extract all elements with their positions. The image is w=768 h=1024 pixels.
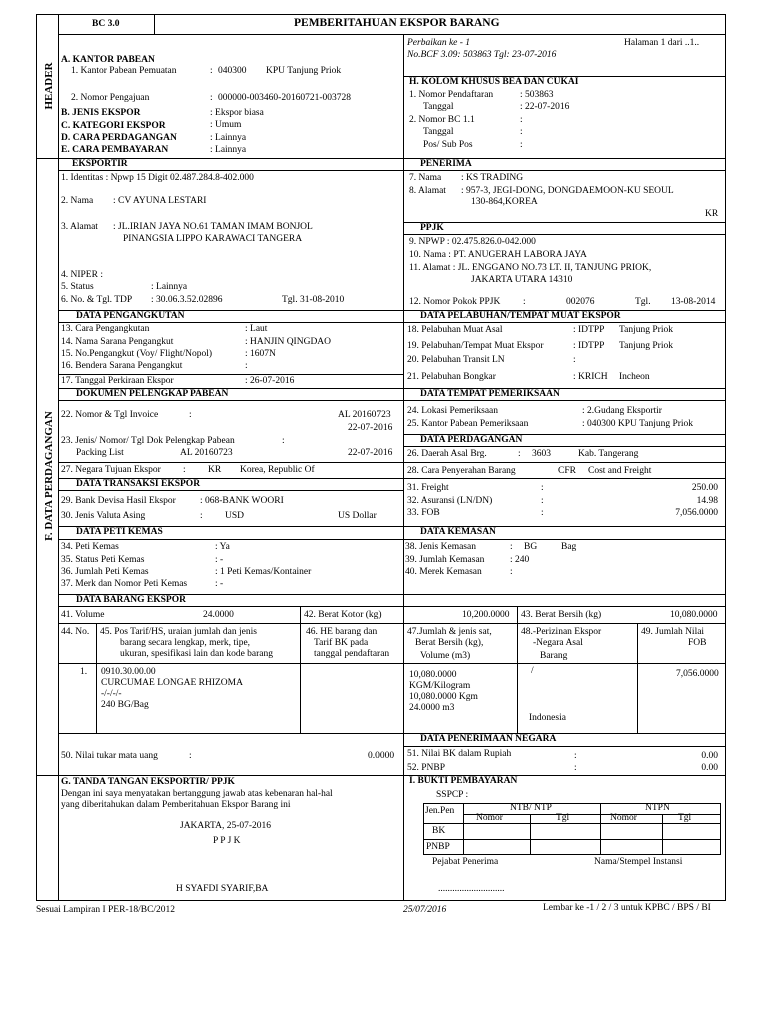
cara-angkut-label: 13. Cara Pengangkutan [61,324,150,334]
kurs-value: 0.0000 [368,751,395,761]
footer-right: Lembar ke -1 / 2 / 3 untuk KPBC / BPS / BI [543,903,711,913]
cara-bayar-value: : Lainnya [210,145,247,155]
ttd-name: H SYAFDI SYARIF,BA [176,884,269,894]
pelabuhan-title: DATA PELABUHAN/TEMPAT MUAT EKSPOR [420,311,621,321]
footer-center: 25/07/2016 [403,905,447,915]
bukti-nomor1: Nomor [476,813,503,823]
col48-header-1: 48.-Perizinan Ekspor [521,627,602,637]
freight-value: 250.00 [691,483,718,493]
eksportir-status-label: 5. Status [61,282,94,292]
item-desc: CURCUMAE LONGAE RHIZOMA [101,678,243,688]
bk-label: 51. Nilai BK dalam Rupiah [407,749,512,759]
nomor-bc-label: 2. Nomor BC 1.1 [409,115,475,125]
bersih-label: 43. Berat Bersih (kg) [521,610,602,620]
tanggal1-value: : 22-07-2016 [520,102,570,112]
item-fob: 7,056.0000 [676,669,719,679]
ttd-place-date: JAKARTA, 25-07-2016 [180,821,272,831]
kemasan-jenis-name: Bag [561,542,577,552]
col46-header-2: Tarif BK pada [314,638,369,648]
transit-label: 20. Pelabuhan Transit LN [407,355,505,365]
lokasi-value: : 2.Gudang Eksportir [582,406,662,416]
center-divider [403,34,404,901]
line [403,446,726,447]
ppjk-npwp: 9. NPWP : 02.475.826.0-042.000 [409,237,536,247]
line [637,623,638,733]
bongkar-label: 21. Pelabuhan Bongkar [407,372,496,382]
nomor-bc-value: : [520,115,523,125]
negara-label: 27. Negara Tujuan Ekspor [61,465,161,475]
kantor-line2-colon: : [210,93,213,103]
bank-label: 29. Bank Devisa Hasil Ekspor [61,496,176,506]
line [403,170,726,171]
kantor-periksa-label: 25. Kantor Pabean Pemeriksaan [407,419,529,429]
kemasan-merek-label: 40. Merek Kemasan [405,567,482,577]
fob-value: 7,056.0000 [675,508,718,518]
col47-header-2: Berat Bersih (kg), [415,638,484,648]
negara-name: Korea, Republic Of [240,465,315,475]
dok-jenis-colon: : [282,436,285,446]
daerah-colon: : [518,449,521,459]
line [58,606,726,607]
kantor-line1-label: 1. Kantor Pabean Pemuatan [71,66,177,76]
eksportir-alamat-value2: PINANGSIA LIPPO KARAWACI TANGERA [123,234,303,244]
pengangkutan-title: DATA PENGANGKUTAN [76,311,185,321]
item-dash: -/-/-/- [101,689,122,699]
no-bcf: No.BCF 3.09: 503863 Tgl: 23-07-2016 [407,50,557,60]
ppjk-pokok-label: 12. Nomor Pokok PPJK [409,297,501,307]
eksportir-alamat-value1: : JL.IRIAN JAYA NO.61 TAMAN IMAM BONJOL [113,222,313,232]
side-header-label: HEADER [43,62,55,110]
bukti-dots: ............................ [438,884,505,894]
ttd-line1: Dengan ini saya menyatakan bertanggung jawab atas kebenaran hal-hal [61,789,333,799]
col48-header-2: -Negara Asal [533,638,583,648]
bc-code-divider [154,14,155,34]
eksportir-alamat-label: 3. Alamat [61,222,98,232]
col47-header-3: Volume (m3) [420,651,471,661]
kurs-colon: : [189,751,192,761]
invoice-no: AL 20160723 [338,410,391,420]
freight-label: 31. Freight [407,483,449,493]
pos-value: : [520,140,523,150]
ppjk-nama: 10. Nama : PT. ANUGERAH LABORA JAYA [409,250,587,260]
bukti-bk: BK [432,826,446,836]
item-m3: 24.0000 m3 [409,703,455,713]
line [58,733,726,734]
kemasan-jenis-colon: : [510,542,513,552]
peti-value: : Ya [215,542,230,552]
muat-ekspor-name: Tanjung Priok [619,341,673,351]
penyerahan-label: 28. Cara Penyerahan Barang [407,466,516,476]
line [58,170,403,171]
bk-colon: : [574,751,577,761]
daerah-name: Kab. Tangerang [578,449,639,459]
line [403,462,726,463]
penerima-negara: KR [705,209,719,219]
kantor-line1-code: 040300 [218,66,247,76]
eksportir-identitas: 1. Identitas : Npwp 15 Digit 02.487.284.8-402.000 [61,173,254,183]
line [300,606,301,733]
eksportir-tdp-tgl: Tgl. 31-08-2010 [282,295,345,305]
peti-jumlah-value: : 1 Peti Kemas/Kontainer [215,567,312,577]
cara-angkut-value: : Laut [245,324,268,334]
line [403,746,726,747]
line [403,400,726,401]
item-sat: 10,080.0000 [409,670,457,680]
line [58,374,403,375]
col45-header-2: barang secara lengkap, merk, tipe, [120,638,251,648]
cara-dagang-value: : Lainnya [210,133,247,143]
bukti-tgl1: Tgl [556,813,570,823]
sarana-label: 14. Nama Sarana Pengangkut [61,337,174,347]
packing-no: AL 20160723 [180,448,233,458]
item-hs: 0910.30.00.00 [101,667,156,677]
peti-status-value: : - [215,555,224,565]
bukti-pejabat: Pejabat Penerima [432,857,499,867]
bukti-sspcp: SSPCP : [436,790,469,800]
kolom-bc-title: H. KOLOM KHUSUS BEA DAN CUKAI [409,77,579,87]
penerima-alamat-label: 8. Alamat [409,186,446,196]
bukti-table [423,803,721,855]
valuta-label: 30. Jenis Valuta Asing [61,511,146,521]
col49-header-2: FOB [688,638,707,648]
bukti-nomor2: Nomor [610,813,637,823]
nomor-daftar-label: 1. Nomor Pendaftaran [409,90,494,100]
title-row-line [58,34,726,35]
tanggal2-value: : [520,127,523,137]
muat-asal-name: Tanjung Priok [619,325,673,335]
line [662,814,663,855]
penerima-alamat-value2: 130-864,KOREA [471,197,538,207]
footer-left: Sesuai Lampiran I PER-18/BC/2012 [36,905,176,915]
line [600,803,601,855]
packing-tgl: 22-07-2016 [348,448,393,458]
kantor-line1-colon: : [210,66,213,76]
kotor-value: 10,200.0000 [462,610,510,620]
eksportir-status-value: : Lainnya [151,282,188,292]
col44-header: 44. No. [61,627,90,637]
kemasan-jumlah-value: : 240 [510,555,530,565]
tanggal2-label: Tanggal [423,127,454,137]
kantor-line2-label: 2. Nomor Pengajuan [71,93,150,103]
ppjk-alamat2: JAKARTA UTARA 14310 [471,275,573,285]
side-data-label: F. DATA PERDAGANGAN [43,411,55,541]
sarana-value: : HANJIN QINGDAO [245,337,332,347]
ttd-role: P P J K [213,836,241,846]
cara-dagang-label: D. CARA PERDAGANGAN [61,133,177,143]
item-kgm: KGM/Kilogram [409,681,471,691]
col48-header-3: Barang [540,651,568,661]
voy-value: : 1607N [245,349,276,359]
pnbp-label: 52. PNBP [407,763,446,773]
freight-colon: : [541,483,544,493]
kemasan-merek-value: : [510,567,513,577]
pnbp-colon: : [574,763,577,773]
halaman: Halaman 1 dari ..1.. [624,38,700,48]
ttd-line2: yang diberitahukan dalam Pemberitahuan Ekspor Barang ini [61,800,291,810]
asuransi-value: 14.98 [696,496,718,506]
line [423,839,721,840]
kategori-value: : Umum [210,120,242,130]
ttd-title: G. TANDA TANGAN EKSPORTIR/ PPJK [61,777,235,787]
pemeriksaan-title: DATA TEMPAT PEMERIKSAAN [420,389,560,399]
muat-ekspor-code: : IDTPP [573,341,605,351]
kantor-section: A. KANTOR PABEAN [61,55,155,65]
tgl-ekspor-value: : 26-07-2016 [245,376,295,386]
ppjk-title: PPJK [420,223,444,233]
dokumen-title: DOKUMEN PELENGKAP PABEAN [76,389,229,399]
negara-code: KR [208,465,222,475]
line [403,478,726,479]
valuta-code: USD [225,511,245,521]
bukti-title: I. BUKTI PEMBAYARAN [409,776,518,786]
jenis-ekspor-value: : Ekspor biasa [210,108,264,118]
lokasi-label: 24. Lokasi Pemeriksaan [407,406,499,416]
asuransi-label: 32. Asuransi (LN/DN) [407,496,493,506]
cara-bayar-label: E. CARA PEMBAYARAN [61,145,169,155]
negara-colon: : [183,465,186,475]
nomor-daftar-value: : 503863 [520,90,554,100]
bukti-tgl2: Tgl [678,813,692,823]
side-column-divider [58,14,59,901]
bukti-stempel: Nama/Stempel Instansi [594,857,683,867]
form-code: BC 3.0 [92,19,120,29]
line [58,539,403,540]
bukti-pnbp: PNBP [426,842,450,852]
volume-label: 41. Volume [61,610,105,620]
item-qty: 240 BG/Bag [101,700,149,710]
col45-header-1: 45. Pos Tarif/HS, uraian jumlah dan jenis [100,627,257,637]
line [96,623,97,733]
line [530,814,531,855]
item-no: 1. [80,667,88,677]
pos-label: Pos/ Sub Pos [423,140,473,150]
penerima-title: PENERIMA [420,159,472,169]
invoice-label: 22. Nomor & Tgl Invoice [61,410,159,420]
peti-merk-label: 37. Merk dan Nomor Peti Kemas [61,579,188,589]
line [58,623,726,624]
item-izin: / [531,666,534,676]
line [403,222,726,223]
penyerahan-name: Cost and Freight [588,466,652,476]
bukti-ntb: NTB/ NTP [510,803,552,813]
eksportir-tdp-label: 6. No. & Tgl. TDP [61,295,133,305]
perdagangan-title: DATA PERDAGANGAN [420,435,523,445]
invoice-colon: : [189,410,192,420]
page-title: PEMBERITAHUAN EKSPOR BARANG [294,17,500,29]
kemasan-jenis-code: BG [524,542,538,552]
col46-header-1: 46. HE barang dan [306,627,378,637]
perbaikan: Perbaikan ke - 1 [407,38,471,48]
item-kg: 10,080.0000 Kgm [409,692,478,702]
ppjk-pokok-value: 002076 [566,297,595,307]
line [403,539,726,540]
eksportir-niper: 4. NIPER : [61,270,103,280]
eksportir-nama-value: : CV AYUNA LESTARI [113,196,207,206]
col45-header-3: ukuran, spesifikasi lain dan kode barang [120,649,274,659]
ppjk-pokok-tgl-value: 13-08-2014 [671,297,716,307]
barang-title: DATA BARANG EKSPOR [76,595,186,605]
transaksi-title: DATA TRANSAKSI EKSPOR [76,479,201,489]
line [36,775,726,776]
line [58,663,726,664]
kemasan-jumlah-label: 39. Jumlah Kemasan [405,555,485,565]
line [58,322,403,323]
muat-asal-code: : IDTPP [573,325,605,335]
fob-label: 33. FOB [407,508,440,518]
peti-jumlah-label: 36. Jumlah Peti Kemas [61,567,149,577]
eksportir-nama-label: 2. Nama [61,196,94,206]
asuransi-colon: : [541,496,544,506]
daerah-code: 3603 [532,449,551,459]
kantor-line1-name: KPU Tanjung Priok [266,66,342,76]
ppjk-alamat1: 11. Alamat : JL. ENGGANO NO.73 LT. II, TANJUNG PRIOK, [409,263,652,273]
kantor-periksa-value: : 040300 KPU Tanjung Priok [582,419,694,429]
pnbp-value: 0.00 [701,763,718,773]
bk-value: 0.00 [701,751,718,761]
ppjk-pokok-colon: : [523,297,526,307]
line [423,823,721,824]
line [517,606,518,733]
transit-value: : [573,355,576,365]
line [463,803,464,855]
peti-merk-value: : - [215,579,224,589]
jenis-ekspor-label: B. JENIS EKSPOR [61,108,141,118]
item-negara: Indonesia [529,713,566,723]
line [58,490,403,491]
kemasan-jenis-label: 38. Jenis Kemasan [405,542,476,552]
bank-value: : 068-BANK WOORI [200,496,284,506]
bukti-ntpn: NTPN [645,803,670,813]
voy-label: 15. No.Pengangkut (Voy/ Flight/Nopol) [61,349,213,359]
bongkar-code: : KRICH [573,372,608,382]
kemasan-title: DATA KEMASAN [420,527,496,537]
penerima-nama-label: 7. Nama [409,173,442,183]
line [403,234,726,235]
eksportir-title: EKSPORTIR [72,159,128,169]
valuta-name: US Dollar [338,511,377,521]
daerah-label: 26. Daerah Asal Brg. [407,449,487,459]
bongkar-name: Incheon [619,372,650,382]
volume-value: 24.0000 [203,610,234,620]
col49-header-1: 49. Jumlah Nilai [641,627,705,637]
invoice-tgl: 22-07-2016 [348,423,393,433]
penerimaan-title: DATA PENERIMAAN NEGARA [420,734,557,744]
ppjk-pokok-tgl-label: Tgl. [635,297,651,307]
valuta-colon: : [200,511,203,521]
kategori-label: C. KATEGORI EKSPOR [61,121,166,131]
line [58,400,403,401]
kurs-label: 50. Nilai tukar mata uang [61,751,158,761]
tgl-ekspor-label: 17. Tanggal Perkiraan Ekspor [61,376,174,386]
penerima-nama-value: : KS TRADING [461,173,524,183]
line [58,462,403,463]
bendera-value: : [245,361,248,371]
col47-header-1: 47.Jumlah & jenis sat, [407,627,492,637]
bukti-jenpen: Jen.Pen [425,806,455,816]
bendera-label: 16. Bendera Sarana Pengangkut [61,361,183,371]
kantor-line2-value: 000000-003460-20160721-003728 [218,93,351,103]
kotor-label: 42. Berat Kotor (kg) [304,610,382,620]
penerima-alamat-value1: : 957-3, JEGI-DONG, DONGDAEMOON-KU SEOUL [461,186,674,196]
col46-header-3: tanggal pendaftaran [314,649,390,659]
header-divider [36,158,726,159]
line [403,322,726,323]
eksportir-tdp-value: : 30.06.3.52.02896 [151,295,223,305]
muat-asal-label: 18. Pelabuhan Muat Asal [407,325,503,335]
peti-label: 34. Peti Kemas [61,542,119,552]
packing-label: Packing List [76,448,124,458]
bersih-value: 10,080.0000 [670,610,718,620]
peti-title: DATA PETI KEMAS [76,527,163,537]
fob-colon: : [541,508,544,518]
penyerahan-code: CFR [558,466,576,476]
dok-jenis-label: 23. Jenis/ Nomor/ Tgl Dok Pelengkap Pabean [61,436,235,446]
peti-status-label: 35. Status Peti Kemas [61,555,145,565]
muat-ekspor-label: 19. Pelabuhan/Tempat Muat Ekspor [407,341,544,351]
tanggal1-label: Tanggal [423,102,454,112]
